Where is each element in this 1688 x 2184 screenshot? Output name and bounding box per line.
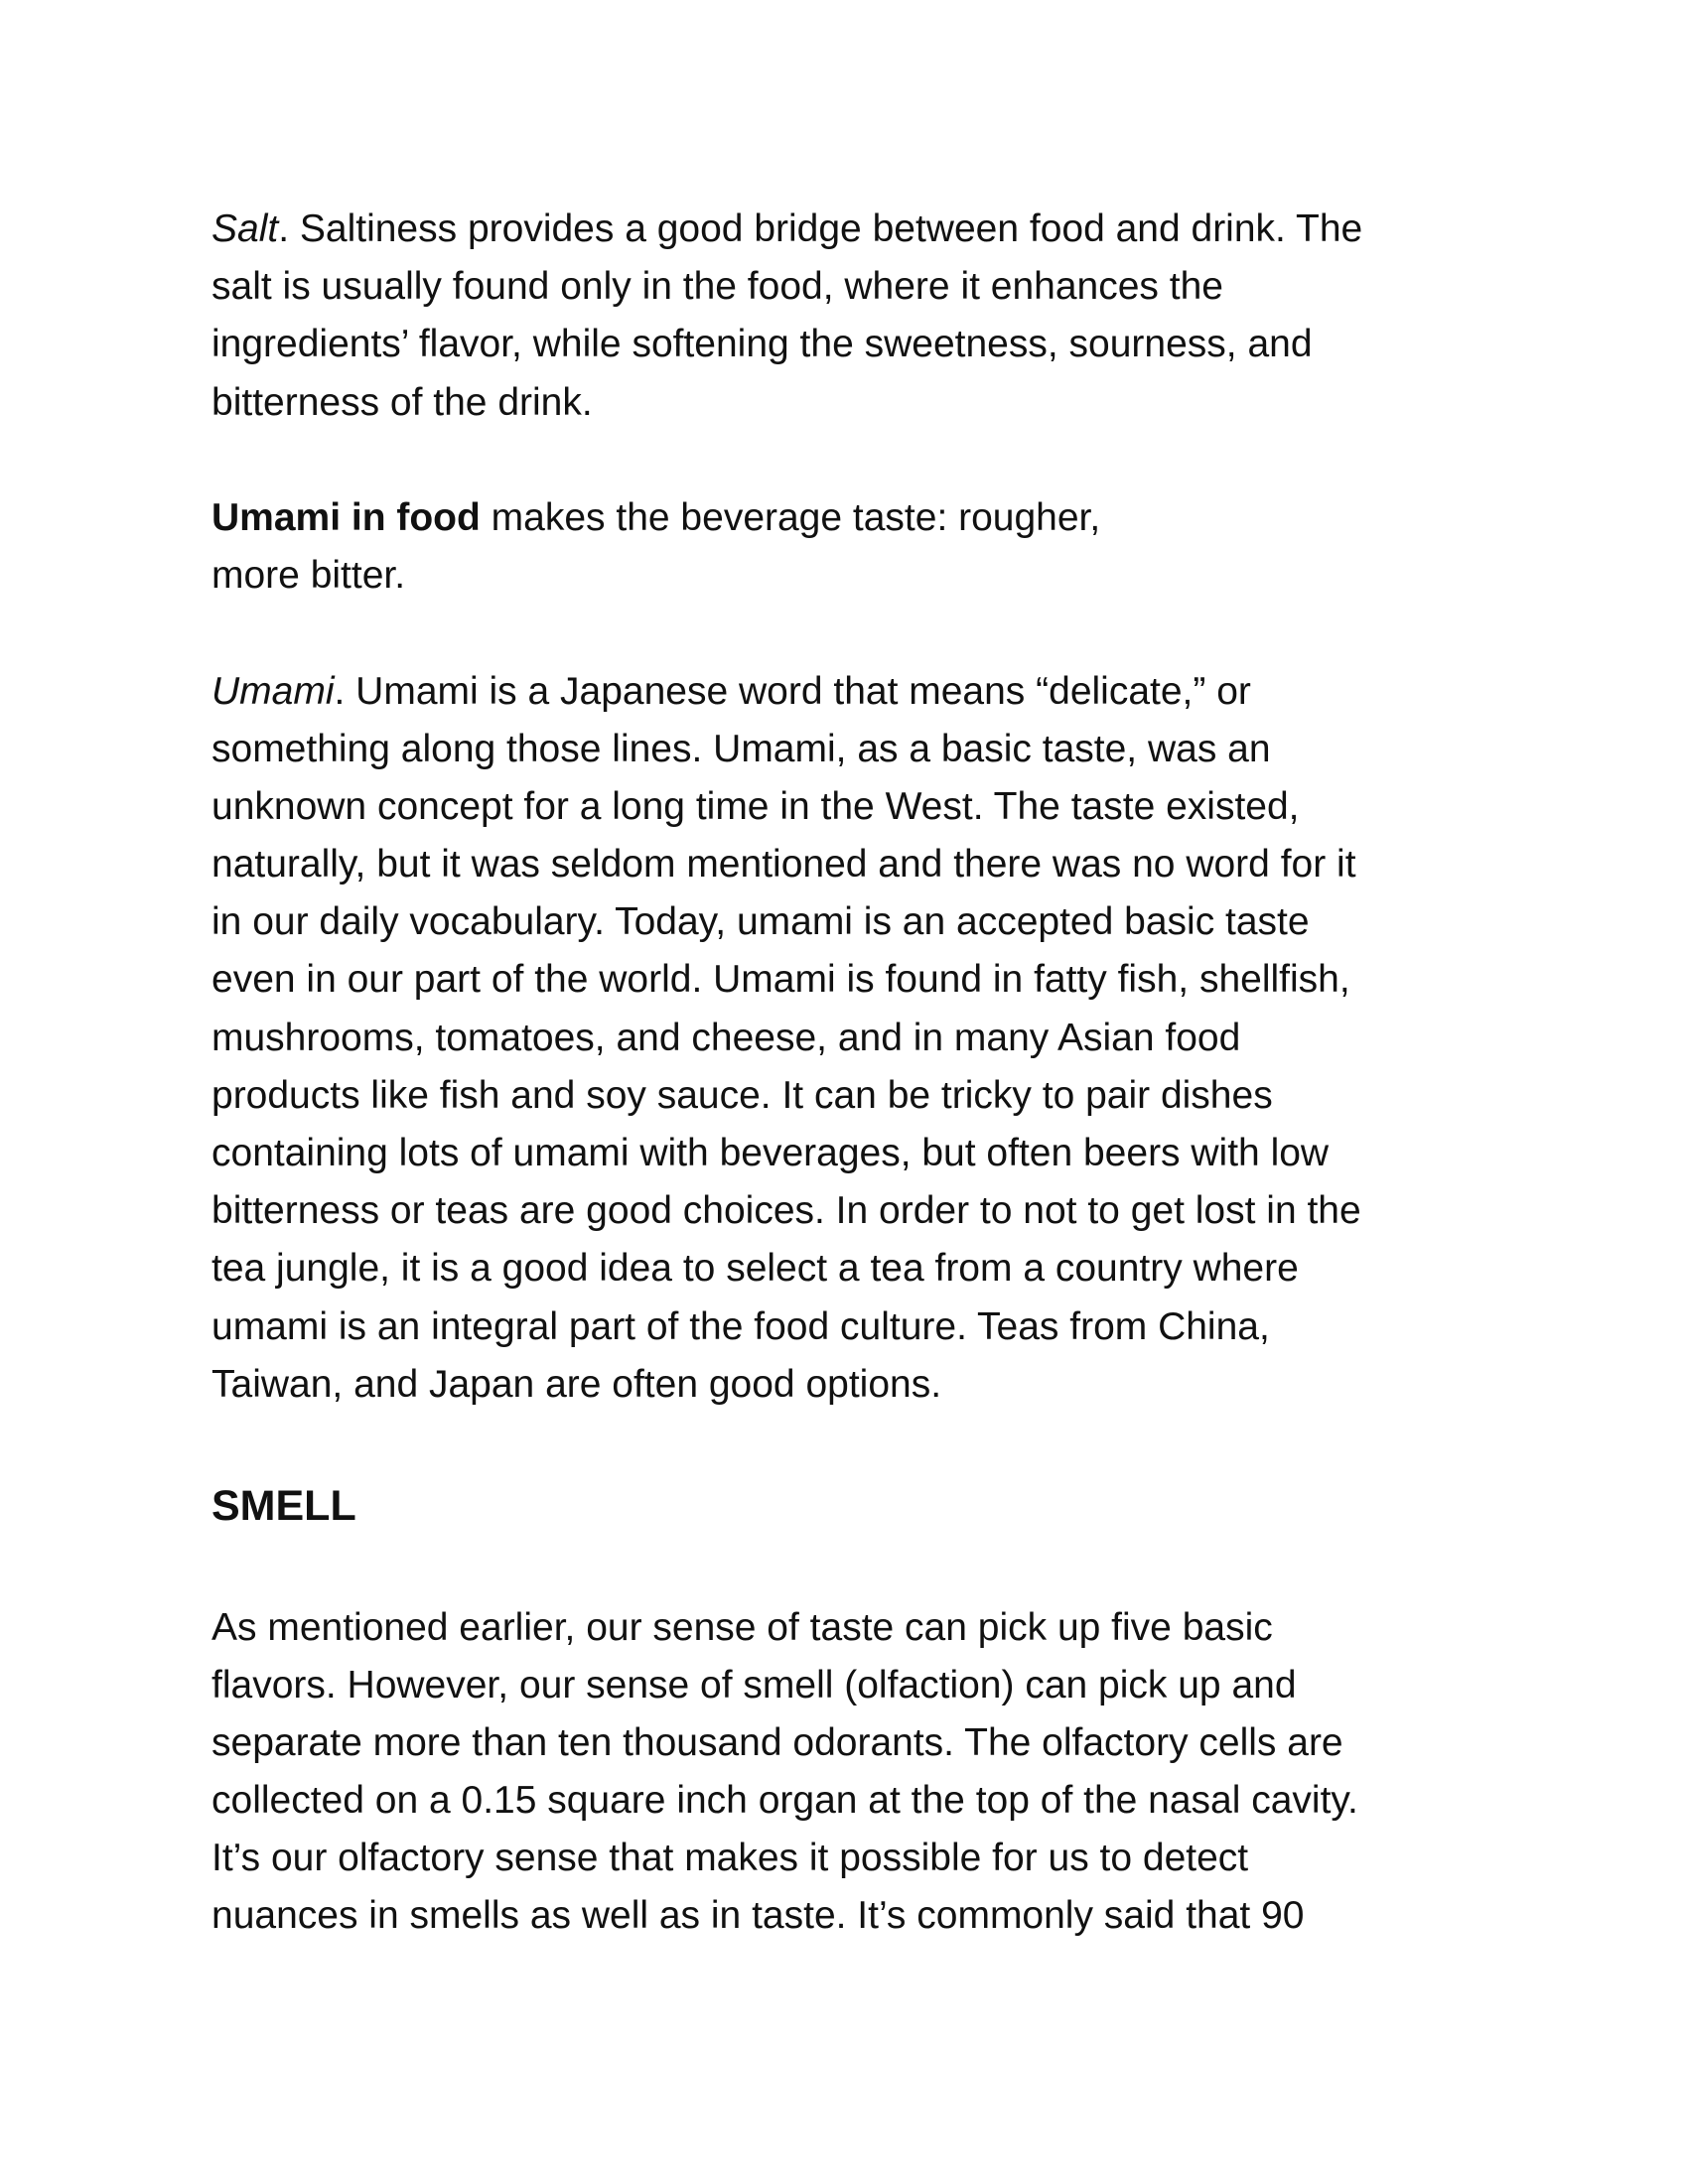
smell-line-5: It’s our olfactory sense that makes it possible for us to detect xyxy=(211,1837,1249,1880)
umami-line-2: something along those lines. Umami, as a basic taste, was an xyxy=(211,727,1271,770)
umami-line-13: Taiwan, and Japan are often good options. xyxy=(211,1362,942,1406)
smell-line-3: separate more than ten thousand odorants. The olfactory cells are xyxy=(211,1720,1343,1764)
smell-line-2: flavors. However, our sense of smell (olfaction) can pick up and xyxy=(211,1663,1297,1706)
smell-line-6: nuances in smells as well as in taste. It’s commonly said that 90 xyxy=(211,1894,1305,1938)
umami-line-7: mushrooms, tomatoes, and cheese, and in many Asian food xyxy=(211,1016,1241,1059)
umami-line-9: containing lots of umami with beverages, but often beers with low xyxy=(211,1132,1330,1174)
salt-paragraph xyxy=(211,201,1502,432)
umami-line-12: umami is an integral part of the food culture. Teas from China, xyxy=(211,1304,1270,1348)
salt-term: Salt xyxy=(211,207,279,250)
blank-line xyxy=(211,432,1502,489)
salt-line-2: salt is usually found only in the food, where it enhances the xyxy=(211,265,1223,309)
umami-food-bold: Umami in food xyxy=(211,495,481,539)
smell-line-4: collected on a 0.15 square inch organ at the top of the nasal cavity. xyxy=(211,1779,1358,1823)
smell-paragraph xyxy=(211,1599,1502,1946)
umami-term: Umami xyxy=(211,669,335,713)
blank-line xyxy=(211,1535,1502,1592)
umami-line-1: Umami. Umami is a Japanese word that means “delicate,” or xyxy=(211,669,1251,713)
umami-line-5: in our daily vocabulary. Today, umami is an accepted basic taste xyxy=(211,900,1310,944)
umami-paragraph xyxy=(211,663,1502,1414)
blank-line xyxy=(211,605,1502,662)
umami-line-6: even in our part of the world. Umami is found in fatty fish, shellfish, xyxy=(211,958,1350,1002)
page-body xyxy=(211,201,1502,1946)
umami-line-4: naturally, but it was seldom mentioned and there was no word for it xyxy=(211,843,1356,887)
salt-line-1: Salt. Saltiness provides a good bridge between food and drink. The xyxy=(211,207,1363,250)
umami-food-paragraph xyxy=(211,489,1502,605)
salt-line-3: ingredients’ flavor, while softening the sweetness, sourness, and xyxy=(211,323,1313,366)
umami-line-8: products like fish and soy sauce. It can be tricky to pair dishes xyxy=(211,1073,1273,1117)
umami-line-11: tea jungle, it is a good idea to select a tea from a country where xyxy=(211,1247,1299,1291)
salt-line-4: bitterness of the drink. xyxy=(211,380,593,424)
umami-line-3: unknown concept for a long time in the West. The taste existed, xyxy=(211,784,1300,828)
smell-line-1: As mentioned earlier, our sense of taste can pick up five basic xyxy=(211,1605,1273,1649)
umami-food-line-1: Umami in food makes the beverage taste: rougher, xyxy=(211,495,1101,539)
umami-line-10: bitterness or teas are good choices. In order to not to get lost in the xyxy=(211,1189,1361,1233)
section-heading-smell: SMELL xyxy=(211,1482,356,1531)
umami-food-line-2: more bitter. xyxy=(211,554,406,598)
blank-line xyxy=(211,1414,1502,1471)
